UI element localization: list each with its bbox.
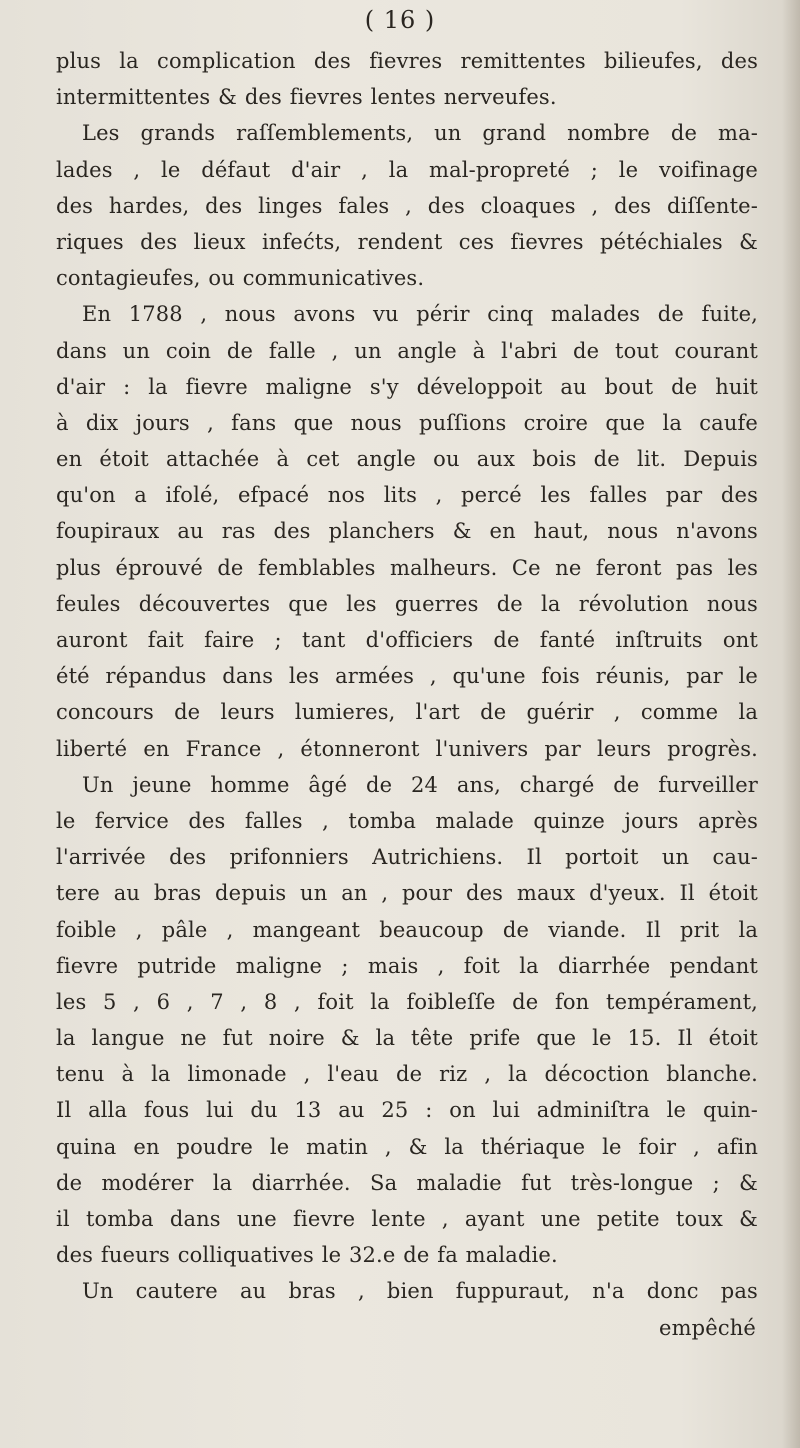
text-line: riques des lieux infećts, rendent ces fievres pétéchiales & [56,229,758,254]
text-line: à dix jours , fans que nous puſſions croire que la caufe [56,410,758,435]
text-line: concours de leurs lumieres, l'art de guérir , comme la [56,700,758,725]
text-line: dans un coin de falle , un angle à l'abri de tout courant [56,338,758,363]
text-line: lades , le défaut d'air , la mal-propreté ; le voifinage [56,157,758,182]
text-line: Il alla fous lui du 13 au 25 : on lui adminiſtra le quin- [56,1098,758,1123]
text-line: tenu à la limonade , l'eau de riz , la décoction blanche. [56,1062,758,1087]
text-line: des fueurs colliquatives le 32.e de fa maladie. [56,1243,558,1268]
text-line: il tomba dans une fievre lente , ayant une petite toux & [56,1207,758,1231]
text-line: Un jeune homme âgé de 24 ans, chargé de furveiller [82,772,758,797]
text-line: Un cautere au bras , bien fuppuraut, n'a donc pas [82,1279,758,1304]
text-line: liberté en France , étonneront l'univers par leurs progrès. [56,736,758,761]
text-line: fievre putride maligne ; mais , foit la diarrhée pendant [56,953,758,978]
text-line: plus éprouvé de femblables malheurs. Ce ne feront pas les [56,555,758,580]
text-line: des hardes, des linges fales , des cloaques , des diſſente- [56,193,758,218]
text-line: qu'on a ifolé, efpacé nos lits , percé les falles par des [56,483,758,508]
text-line: été répandus dans les armées , qu'une fois réunis, par le [56,664,758,689]
text-line: contagieufes, ou communicatives. [56,266,425,291]
text-line: de modérer la diarrhée. Sa maladie fut très-longue ; & [56,1170,758,1195]
page-number: ( 16 ) [364,6,436,34]
text-line: En 1788 , nous avons vu périr cinq malades de fuite, [82,302,758,327]
text-line: le fervice des falles , tomba malade quinze jours après [56,808,758,833]
catchword: empêché [659,1315,756,1340]
text-line: Les grands raſſemblements, un grand nombre de ma- [82,121,758,146]
text-line: l'arrivée des prifonniers Autrichiens. Il portoit un cau- [56,845,758,870]
text-line: plus la complication des fievres remittentes bilieufes, des [56,49,758,73]
body-text [56,43,758,1346]
text-line: feules découvertes que les guerres de la révolution nous [56,591,758,616]
text-line: d'air : la fievre maligne s'y développoit au bout de huit [56,374,758,399]
text-line: intermittentes & des fievres lentes nerveufes. [56,85,557,110]
text-line: tere au bras depuis un an , pour des maux d'yeux. Il étoit [56,881,758,906]
text-line: quina en poudre le matin , & la thériaque le foir , afin [56,1134,758,1159]
text-line: foupiraux au ras des planchers & en haut, nous n'avons [56,519,758,544]
text-line: foible , pâle , mangeant beaucoup de viande. Il prit la [56,917,758,942]
text-line: en étoit attachée à cet angle ou aux bois de lit. Depuis [56,447,758,472]
text-line: la langue ne fut noire & la tête prife que le 15. Il étoit [56,1026,758,1051]
text-line: auront fait faire ; tant d'officiers de fanté inſtruits ont [56,628,758,652]
text-line: les 5 , 6 , 7 , 8 , foit la foibleſſe de fon tempérament, [56,989,758,1014]
